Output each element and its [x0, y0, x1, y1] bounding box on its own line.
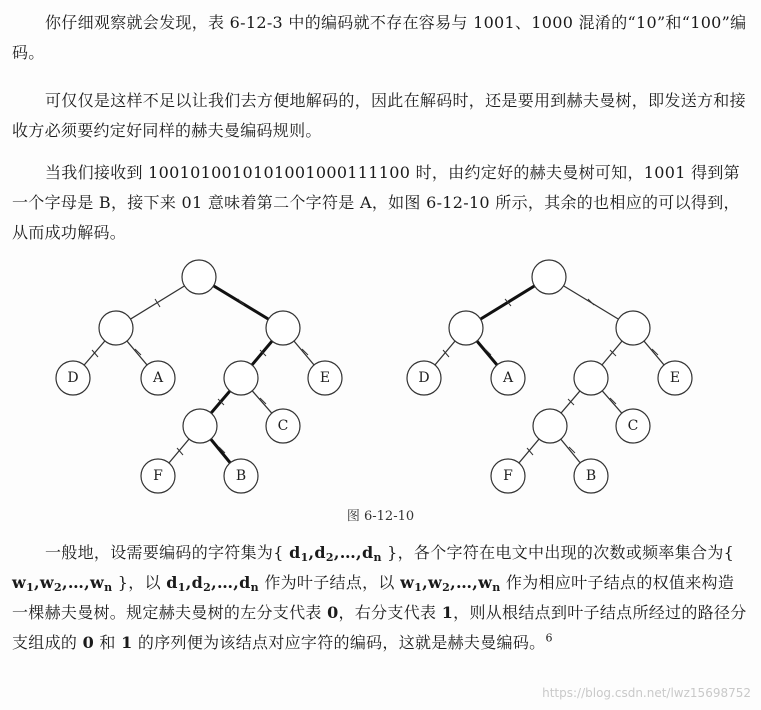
w2: w — [39, 573, 54, 592]
leaf-d-list — [166, 573, 259, 592]
p4-segment-5: 作为相应叶子结点的权值来构造一棵赫夫曼树。规定赫夫曼树的左分支代表 — [12, 573, 735, 622]
bit-zero: 0 — [327, 603, 339, 622]
p4-segment-8: 和 — [94, 633, 122, 652]
ellipsis-1: ,…, — [333, 543, 362, 562]
right-label-f: F — [503, 468, 513, 484]
left-tick-3 — [92, 350, 98, 357]
d1-sub: 1 — [300, 551, 309, 564]
left-label-e: E — [319, 370, 331, 386]
right-label-d: D — [418, 370, 430, 386]
left-inner-node-4 — [183, 409, 217, 443]
p4-segment-2: }，各个字符在电文中出现的次数或频率集合为{ — [381, 543, 735, 562]
d1: d — [289, 543, 301, 562]
left-inner-node-2 — [266, 311, 300, 345]
huffman-trees-svg — [0, 255, 761, 500]
e2: d — [191, 573, 204, 592]
p4-segment-4: 作为叶子结点，以 — [258, 573, 401, 592]
f2-sub: 2 — [442, 581, 451, 594]
bit-zero-2: 0 — [82, 633, 95, 652]
dn-sub: n — [373, 551, 382, 564]
right-label-c: C — [627, 418, 639, 434]
ellipsis-3: ,…, — [211, 573, 240, 592]
e2-sub: 2 — [203, 581, 212, 594]
p4-segment-7: ，则从根结点到叶子结点所经过的路径分支组成的 — [12, 603, 747, 652]
e1: d — [166, 573, 178, 592]
bit-one: 1 — [441, 603, 454, 622]
en-sub: n — [250, 581, 259, 594]
en: d — [239, 573, 251, 592]
set-w — [12, 573, 112, 592]
right-inner-node-3 — [574, 361, 608, 395]
fn: w — [478, 573, 493, 592]
p4-segment-6: ，右分支代表 — [338, 603, 442, 622]
d2-sub: 2 — [325, 551, 334, 564]
e1-sub: 1 — [177, 581, 186, 594]
weight-w-list — [400, 573, 500, 592]
f2: w — [428, 573, 443, 592]
comma-1: , — [308, 543, 315, 562]
right-inner-node-2 — [616, 311, 650, 345]
f1: w — [400, 573, 415, 592]
paragraph-4 — [12, 538, 750, 658]
set-d — [289, 543, 382, 562]
bit-one-2: 1 — [121, 633, 133, 652]
d2: d — [314, 543, 326, 562]
comma-2: , — [34, 573, 40, 592]
comma-3: , — [185, 573, 192, 592]
paragraph-3 — [12, 158, 750, 248]
right-tick-2 — [588, 299, 594, 305]
huffman-tree-figure — [0, 255, 761, 500]
right-label-e: E — [669, 370, 681, 386]
left-label-a: A — [152, 370, 164, 386]
right-label-b: B — [585, 468, 597, 484]
paragraph-2-text: 可仅仅是这样不足以让我们去方便地解码的，因此在解码时，还是要用到赫夫曼树，即发送方和接收方必须要约定好同样的赫夫曼编码规则。 — [12, 91, 746, 140]
fn-sub: n — [492, 581, 501, 594]
left-inner-node-1 — [99, 311, 133, 345]
left-label-c: C — [277, 418, 289, 434]
left-label-b: B — [235, 468, 247, 484]
right-inner-node-1 — [449, 311, 483, 345]
w1-sub: 1 — [26, 581, 35, 594]
figure-caption: 图 6-12-10 — [346, 509, 415, 524]
w2-sub: 2 — [54, 581, 62, 594]
ellipsis-2: ,…, — [61, 573, 91, 592]
wn: w — [90, 573, 105, 592]
watermark: https://blog.csdn.net/lwz15698752 — [542, 686, 751, 700]
p4-segment-1: 一般地，设需要编码的字符集为{ — [45, 543, 290, 562]
paragraph-1 — [12, 8, 750, 68]
left-inner-node-3 — [224, 361, 258, 395]
paragraph-3-text: 当我们接收到 1001010010101001000111100 时，由约定好的赫夫曼树可知，1001 得到第一个字母是 B，接下来 01 意味着第二个字符是 A，如图 6-12-10 所示，其余的也相应的可以得到，从而成功解码。 — [12, 163, 740, 242]
right-label-a: A — [502, 370, 514, 386]
left-label-f: F — [153, 468, 163, 484]
wn-sub: n — [104, 581, 113, 594]
right-root-node — [532, 260, 566, 294]
left-root-node — [182, 260, 216, 294]
right-inner-node-4 — [533, 409, 567, 443]
f1-sub: 1 — [414, 581, 423, 594]
left-label-d: D — [67, 370, 79, 386]
p4-segment-3: }，以 — [112, 573, 167, 592]
dn: d — [361, 543, 374, 562]
left-tree — [56, 260, 342, 493]
p4-segment-9: 的序列便为该结点对应字符的编码，这就是赫夫曼编码。 — [132, 633, 546, 652]
comma-4: , — [422, 573, 429, 592]
paragraph-2 — [12, 86, 750, 146]
paragraph-1-text: 你仔细观察就会发现，表 6-12-3 中的编码就不存在容易与 1001、1000 混淆的“10”和“100”编码。 — [12, 13, 747, 62]
footnote-marker: 6 — [545, 631, 553, 645]
w1: w — [12, 573, 27, 592]
right-tree — [407, 260, 692, 493]
ellipsis-4: ,…, — [450, 573, 479, 592]
